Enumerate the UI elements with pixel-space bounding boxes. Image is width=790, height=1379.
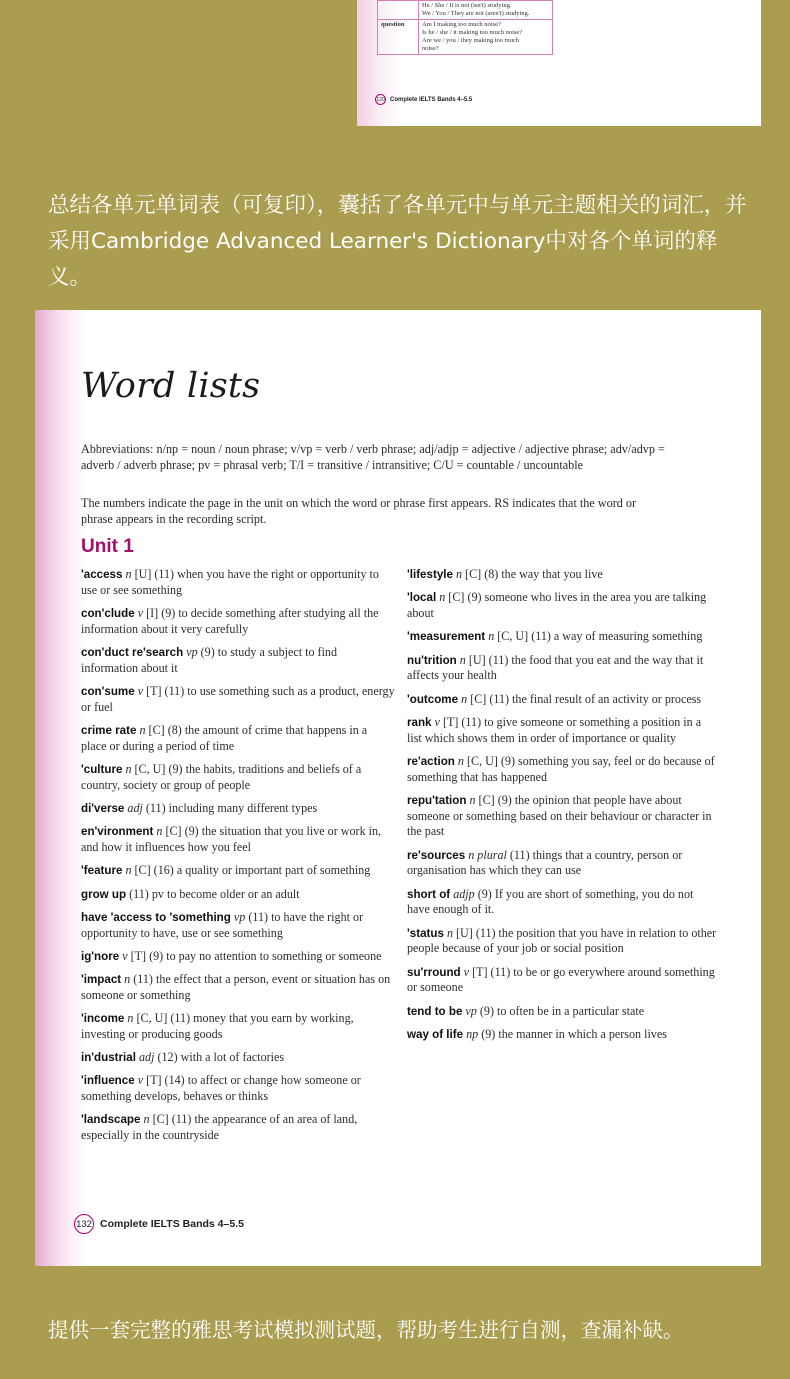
word-entry <box>407 629 717 645</box>
headword: repu'tation <box>407 793 467 807</box>
definition: [T] (9) to pay no attention to something or someone <box>130 948 382 963</box>
headword: con'sume <box>81 685 135 698</box>
caption-top: 总结各单元单词表（可复印），囊括了各单元中与单元主题相关的词汇，并采用Cambridge Advanced Learner's Dictionary中对各个单词的释义。 <box>48 193 747 290</box>
headword: tend to be <box>407 1004 463 1018</box>
headword: 'influence <box>81 1074 135 1088</box>
definition: [C, U] (11) a way of measuring something <box>497 629 703 644</box>
word-entry <box>81 801 395 817</box>
word-entry <box>407 848 717 879</box>
part-of-speech: n <box>125 567 132 581</box>
headword: in'dustrial <box>81 1051 136 1065</box>
headword: su'rround <box>407 965 461 979</box>
headword: grow up <box>81 887 127 901</box>
word-entry <box>407 653 717 684</box>
headword: re'sources <box>407 848 466 862</box>
word-entry <box>407 887 717 918</box>
page-note: The numbers indicate the page in the unit on which the word or phrase first appears. RS indicates that the word or phrase appears in the recording script. <box>81 496 637 526</box>
word-entry <box>81 910 395 941</box>
part-of-speech: adj <box>138 1050 155 1065</box>
definition: [C] (9) the situation that you live or work in, and how it influences how you feel <box>81 824 382 854</box>
row-label <box>378 1 419 20</box>
headword: 'local <box>407 591 437 605</box>
word-entry <box>81 1112 395 1143</box>
part-of-speech: n <box>143 1112 150 1127</box>
part-of-speech: n <box>455 567 463 581</box>
left-column <box>81 567 395 1151</box>
table-row <box>378 1 553 20</box>
part-of-speech: n <box>459 652 466 667</box>
headword: 'outcome <box>407 692 459 706</box>
definition: [C] (16) a quality or important part of something <box>134 863 371 878</box>
definition: [C, U] (11) money that you earn by working, investing or producing goods <box>81 1011 354 1041</box>
table-line: Are we / you / they making too much <box>422 37 520 44</box>
headword: short of <box>407 887 451 901</box>
part-of-speech: n <box>457 753 464 768</box>
headword: have 'access to 'something <box>81 910 231 924</box>
word-entry <box>407 1004 717 1020</box>
headword: way of life <box>407 1027 464 1041</box>
word-entry <box>81 645 395 676</box>
headword: en'vironment <box>81 825 154 839</box>
part-of-speech: vp <box>465 1003 477 1018</box>
part-of-speech: n <box>124 972 131 987</box>
definition: (11) the effect that a person, event or situation has on someone or something <box>81 972 391 1002</box>
headword: nu'trition <box>407 653 457 667</box>
definition: (9) to study a subject to find information about it <box>81 645 338 675</box>
part-of-speech: v <box>137 1073 144 1088</box>
headword: ig'nore <box>81 949 120 963</box>
right-column <box>407 567 717 1050</box>
headword: 'status <box>407 926 444 940</box>
part-of-speech: n <box>446 925 453 940</box>
definition: [C] (8) the amount of crime that happens in a place or during a period of time <box>81 723 368 753</box>
headword: 'lifestyle <box>407 568 453 581</box>
previous-page-footer <box>375 94 472 105</box>
word-entry <box>81 567 395 598</box>
word-entry <box>81 887 395 903</box>
definition: [T] (14) to affect or change how someone or something develops, behaves or thinks <box>81 1073 361 1104</box>
definition: (11) including many different types <box>145 801 318 815</box>
definition: [T] (11) to use something such as a product, energy or fuel <box>81 684 395 714</box>
definition: [C] (11) the final result of an activity or process <box>470 691 702 706</box>
definition: [U] (11) the position that you have in relation to other people because of your job or social position <box>407 925 717 956</box>
headword: rank <box>407 715 432 729</box>
grammar-table <box>377 0 553 55</box>
word-entry <box>81 863 395 879</box>
table-line: noise? <box>422 45 439 52</box>
headword: crime rate <box>81 724 137 737</box>
headword: 'feature <box>81 864 123 878</box>
definition: [C] (9) the opinion that people have about someone or something based on their behaviour or character in the past <box>407 792 712 839</box>
definition: (11) pv to become older or an adult <box>129 886 300 901</box>
abbreviations-text: Abbreviations: n/np = noun / noun phrase; v/vp = verb / verb phrase; adj/adjp = adjective / adjective phrase; adv/advp = adverb / adverb phrase; pv = phrasal verb; T/I = transitive / intransitive; C/U = countable / uncountable <box>81 442 665 472</box>
part-of-speech: n <box>461 691 468 706</box>
definition: [C] (11) the appearance of an area of land, especially in the countryside <box>81 1112 358 1143</box>
part-of-speech: vp <box>233 909 246 924</box>
word-entry <box>81 949 395 965</box>
definition: [C] (8) the way that you live <box>465 567 603 581</box>
part-of-speech: n <box>127 1011 134 1026</box>
table-line: He / She / It is not (isn't) studying. <box>422 2 512 9</box>
part-of-speech: n <box>488 629 495 644</box>
word-entry <box>81 684 395 715</box>
part-of-speech: np <box>466 1026 479 1041</box>
word-entry <box>81 1050 395 1066</box>
page-footer <box>74 1214 244 1234</box>
definition: [U] (11) when you have the right or opportunity to use or see something <box>81 567 379 597</box>
headword: 'access <box>81 568 123 581</box>
definition: (9) to often be in a particular state <box>479 1003 645 1018</box>
previous-page-excerpt <box>357 0 761 126</box>
word-entry <box>407 965 717 996</box>
part-of-speech: n <box>125 863 132 878</box>
word-entry <box>407 590 717 621</box>
table-row <box>378 20 553 55</box>
table-line: Is he / she / it making too much noise? <box>422 29 523 36</box>
caption-bottom: 提供一套完整的雅思考试模拟测试题，帮助考生进行自测，查漏补缺。 <box>48 1318 684 1342</box>
row-label: question <box>378 20 419 55</box>
headword: di'verse <box>81 802 125 815</box>
definition: (12) with a lot of factories <box>157 1050 285 1065</box>
part-of-speech: v <box>434 714 440 729</box>
headword: con'duct re'search <box>81 646 184 659</box>
word-entry <box>407 926 717 957</box>
table-line: We / You / They are not (aren't) studying. <box>422 10 530 17</box>
headword: re'action <box>407 754 455 768</box>
part-of-speech: vp <box>186 645 198 659</box>
word-entry <box>407 793 717 840</box>
book-title: Complete IELTS Bands 4–5.5 <box>390 96 473 103</box>
part-of-speech: n <box>469 792 476 807</box>
definition: [C, U] (9) the habits, traditions and beliefs of a country, society or group of people <box>81 762 362 792</box>
page-number-badge: 120 <box>375 94 386 105</box>
part-of-speech: v <box>122 948 128 963</box>
definition: [C] (9) someone who lives in the area you are talking about <box>407 590 707 620</box>
unit-heading: Unit 1 <box>81 536 134 557</box>
part-of-speech: n <box>125 762 132 776</box>
part-of-speech: n <box>439 590 446 605</box>
part-of-speech: v <box>463 964 470 979</box>
word-entry <box>81 762 395 793</box>
definition: (11) things that a country, person or organisation has which they can use <box>407 847 683 878</box>
part-of-speech: n plural <box>468 847 507 862</box>
definition: [U] (11) the food that you eat and the way that it affects your health <box>407 652 704 683</box>
book-title: Complete IELTS Bands 4–5.5 <box>100 1218 244 1230</box>
part-of-speech: n <box>139 723 146 737</box>
definition: (9) If you are short of something, you do not have enough of it. <box>407 886 694 917</box>
definition: [C, U] (9) something you say, feel or do because of something that has happened <box>407 753 715 784</box>
word-entry <box>81 972 395 1003</box>
definition: [T] (11) to be or go everywhere around something or someone <box>407 964 715 995</box>
page-number-badge: 132 <box>74 1214 94 1234</box>
word-entry <box>407 692 717 708</box>
part-of-speech: n <box>156 824 163 839</box>
word-entry <box>81 1011 395 1042</box>
word-lists-page <box>35 310 761 1266</box>
word-entry <box>407 715 717 746</box>
definition: (9) the manner in which a person lives <box>481 1026 667 1041</box>
headword: 'income <box>81 1012 125 1026</box>
word-entry <box>81 1073 395 1104</box>
part-of-speech: v <box>137 684 144 698</box>
definition: [T] (11) to give someone or something a position in a list which shows them in order of importance or quality <box>407 714 702 745</box>
definition: (11) to have the right or opportunity to have, use or see something <box>81 909 364 940</box>
part-of-speech: v <box>137 606 144 620</box>
headword: con'clude <box>81 607 135 620</box>
word-entry <box>81 824 395 855</box>
part-of-speech: adjp <box>453 886 475 901</box>
word-entry <box>407 1027 717 1043</box>
part-of-speech: adj <box>127 801 143 815</box>
headword: 'landscape <box>81 1113 141 1127</box>
table-line: Am I making too much noise? <box>422 21 501 28</box>
word-entry <box>407 567 717 583</box>
word-entry <box>81 606 395 637</box>
headword: 'impact <box>81 973 122 987</box>
word-entry <box>407 754 717 785</box>
page-title: Word lists <box>81 366 261 406</box>
headword: 'culture <box>81 763 123 776</box>
word-entry <box>81 723 395 754</box>
definition: [I] (9) to decide something after studying all the information about it very carefully <box>81 606 379 636</box>
headword: 'measurement <box>407 630 486 644</box>
